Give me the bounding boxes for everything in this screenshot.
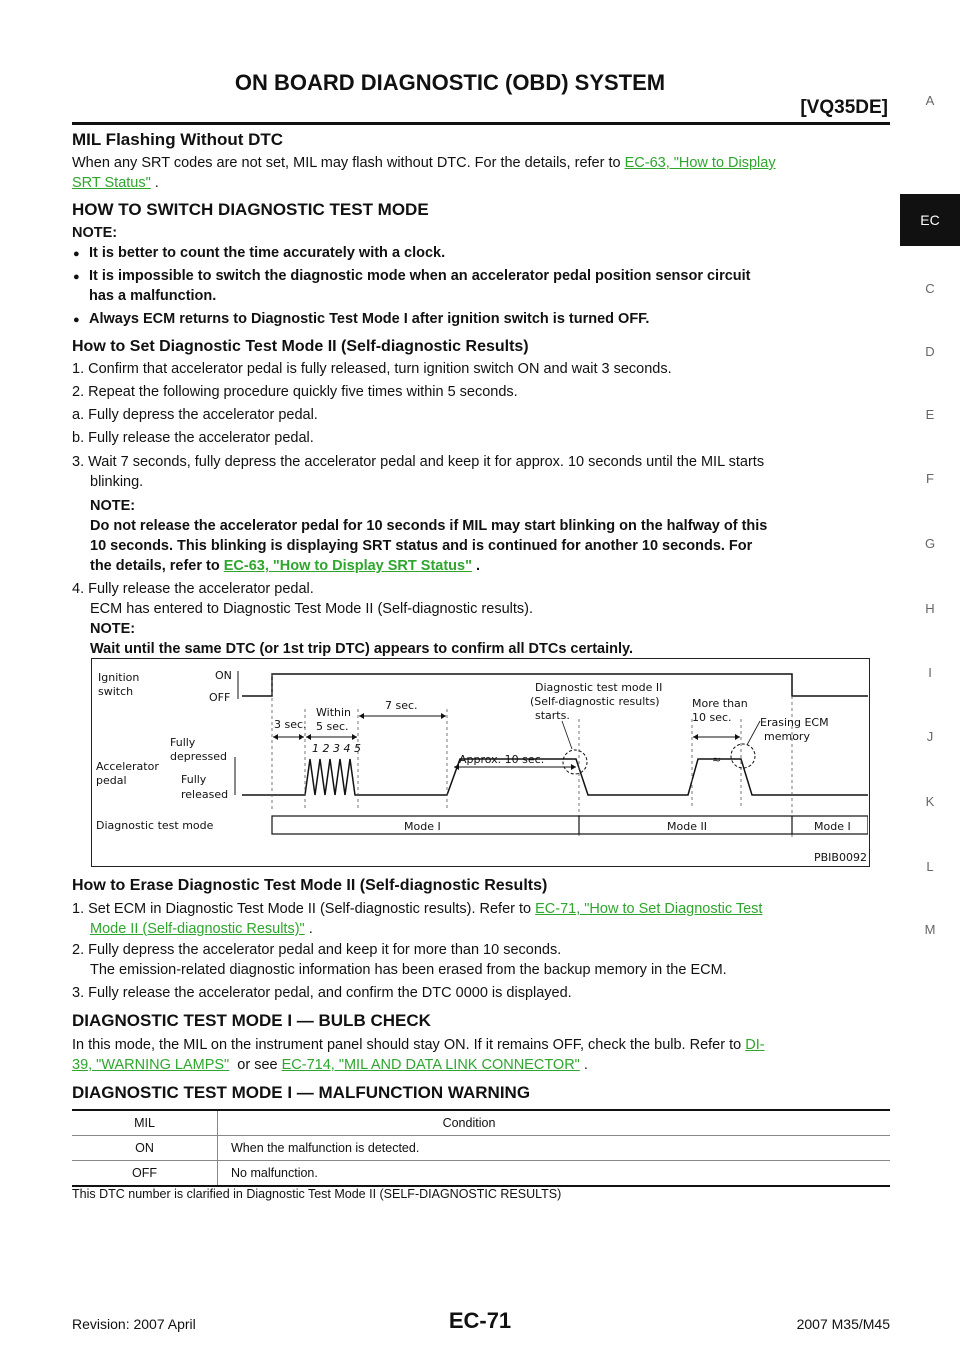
section-index-sidebar [900, 0, 960, 1358]
figure-code: PBIB0092E [814, 851, 868, 864]
label-memory: memory [764, 730, 810, 743]
link-di39-a[interactable]: DI- [745, 1037, 765, 1053]
note1-line1: Do not release the accelerator pedal for 10 seconds if MIL may start blinking on the halfway of this [90, 518, 768, 534]
label-pedal: pedal [96, 774, 127, 787]
bulb-check-mid: or see [229, 1057, 282, 1073]
set-step-3: 3. Wait 7 seconds, fully depress the accelerator pedal and keep it for approx. 10 seconds until the MIL starts [72, 454, 765, 470]
note2-text: Wait until the same DTC (or 1st trip DTC) appears to confirm all DTCs certainly. [90, 641, 634, 657]
label-starts: starts. [535, 709, 570, 722]
set-step-4: 4. Fully release the accelerator pedal. [72, 581, 314, 597]
set-step-b: b. Fully release the accelerator pedal. [72, 430, 314, 446]
punctuation: . [150, 175, 159, 191]
section-tab-c[interactable]: C [925, 281, 935, 296]
page-header-title: ON BOARD DIAGNOSTIC (OBD) SYSTEM [234, 70, 666, 95]
footer-revision: Revision: 2007 April [72, 1316, 196, 1332]
label-3-sec: 3 sec. [274, 718, 307, 731]
header-divider [72, 122, 890, 125]
note1-line2: 10 seconds. This blinking is displaying SRT status and is continued for another 10 seconds. For [90, 538, 753, 554]
note-bullet-always-ecm: ● Always ECM returns to Diagnostic Test Mode I after ignition switch is turned OFF. [89, 309, 649, 329]
heading-set-mode-ii: How to Set Diagnostic Test Mode II (Self-diagnostic Results) [72, 338, 529, 355]
table-cell-condition: When the malfunction is detected. [218, 1136, 891, 1161]
timing-diagram [91, 658, 870, 867]
table-footnote: This DTC number is clarified in Diagnostic Test Mode II (SELF-DIAGNOSTIC RESULTS) [72, 1187, 562, 1201]
label-on: ON [215, 669, 232, 682]
note-bullet-impossible-cont: has a malfunction. [89, 288, 217, 304]
label-more-than: More than [692, 697, 748, 710]
heading-malfunction-warning: DIAGNOSTIC TEST MODE I — MALFUNCTION WARNING [72, 1083, 531, 1102]
table-cell-mil: OFF [72, 1161, 218, 1187]
note-bullet-impossible: ● It is impossible to switch the diagnostic mode when an accelerator pedal position sensor circuit [89, 266, 751, 286]
section-tab-k[interactable]: K [925, 794, 935, 809]
punctuation: . [471, 558, 481, 574]
label-count-1-5: 1 2 3 4 5 [312, 742, 361, 755]
mode-i-segment-1: Mode I [404, 820, 441, 833]
link-ec71-how-to-set[interactable]: EC-71, "How to Set Diagnostic Test [535, 901, 763, 917]
erase-step-2-cont: The emission-related diagnostic information has been erased from the backup memory in the ECM. [90, 962, 727, 978]
note-label: NOTE: [72, 225, 118, 241]
label-switch: switch [98, 685, 134, 698]
set-step-4-cont: ECM has entered to Diagnostic Test Mode II (Self-diagnostic results). [90, 601, 533, 617]
table-cell-mil: ON [72, 1136, 218, 1161]
section-tab-e[interactable]: E [925, 407, 935, 422]
link-ec63-srt-status[interactable]: SRT Status" [72, 175, 151, 191]
punctuation: . [304, 921, 313, 937]
timing-diagram-svg [92, 659, 868, 865]
label-diagnostic-test-mode: Diagnostic test mode [96, 819, 214, 832]
link-ec63-how-to-display-srt[interactable]: EC-63, "How to Display [624, 155, 776, 171]
note1-line3 [90, 556, 480, 576]
engine-model-label: [VQ35DE] [800, 97, 888, 118]
label-off: OFF [209, 691, 231, 704]
heading-bulb-check: DIAGNOSTIC TEST MODE I — BULB CHECK [72, 1011, 431, 1030]
mil-flashing-paragraph [72, 153, 890, 173]
section-tab-j[interactable]: J [926, 729, 934, 744]
bulb-check-paragraph-line2 [72, 1055, 588, 1075]
section-tab-m[interactable]: M [924, 922, 936, 937]
set-step-1: 1. Confirm that accelerator pedal is fully released, turn ignition switch ON and wait 3 seconds. [72, 361, 672, 377]
label-depressed: depressed [170, 750, 227, 763]
mode-ii-segment: Mode II [667, 820, 707, 833]
set-step-a: a. Fully depress the accelerator pedal. [72, 407, 318, 423]
erase-step-2: 2. Fully depress the accelerator pedal and keep it for more than 10 seconds. [72, 942, 562, 958]
table-cell-condition: No malfunction. [218, 1161, 891, 1187]
label-released: released [181, 788, 229, 801]
section-tab-ec-active[interactable]: EC [900, 194, 960, 246]
table-header-row [72, 1110, 890, 1136]
set-step-2: 2. Repeat the following procedure quickly five times within 5 seconds. [72, 384, 518, 400]
link-ec71-self-diag-results[interactable]: Mode II (Self-diagnostic Results)" [90, 921, 305, 937]
erase-step-1-text: 1. Set ECM in Diagnostic Test Mode II (Self-diagnostic results). Refer to [72, 901, 536, 917]
section-tab-a[interactable]: A [925, 93, 935, 108]
heading-erase-mode-ii: How to Erase Diagnostic Test Mode II (Self-diagnostic Results) [72, 877, 548, 894]
mil-flashing-text: When any SRT codes are not set, MIL may flash without DTC. For the details, refer to [72, 155, 625, 171]
note1-label: NOTE: [90, 498, 136, 514]
bulb-check-paragraph [72, 1035, 890, 1055]
label-5-sec: 5 sec. [316, 720, 349, 733]
mil-flashing-paragraph-line2 [72, 173, 159, 193]
punctuation: . [579, 1057, 588, 1073]
footer-model: 2007 M35/M45 [796, 1316, 890, 1332]
erase-step-1-cont [90, 919, 313, 939]
table-header-mil: MIL [72, 1110, 218, 1136]
erase-step-3: 3. Fully release the accelerator pedal, and confirm the DTC 0000 is displayed. [72, 985, 572, 1001]
mode-i-segment-2: Mode I [814, 820, 851, 833]
label-within: Within [316, 706, 352, 719]
section-tab-i[interactable]: I [928, 665, 932, 680]
heading-mil-flashing: MIL Flashing Without DTC [72, 130, 284, 149]
label-fully: Fully [170, 736, 196, 749]
note1-line3-text: the details, refer to [90, 558, 224, 574]
label-accelerator: Accelerator [96, 760, 159, 773]
table-header-condition: Condition [218, 1110, 891, 1136]
label-fully-2: Fully [181, 773, 207, 786]
break-mark: ≈ [712, 753, 722, 766]
section-tab-g[interactable]: G [924, 536, 936, 551]
set-step-3-cont: blinking. [90, 474, 144, 490]
label-approx-10-sec: Approx. 10 sec. [459, 753, 545, 766]
label-erasing-ecm: Erasing ECM [760, 716, 829, 729]
heading-switch-diagnostic-mode: HOW TO SWITCH DIAGNOSTIC TEST MODE [72, 200, 429, 219]
section-tab-d[interactable]: D [925, 344, 935, 359]
mil-condition-table [72, 1109, 890, 1187]
label-self-diag-results: (Self-diagnostic results) [530, 695, 660, 708]
table-row [72, 1161, 890, 1187]
note-bullet-clock: ● It is better to count the time accurately with a clock. [89, 243, 445, 263]
link-ec63-how-to-display-srt-status[interactable]: EC-63, "How to Display SRT Status" [223, 558, 472, 574]
label-7-sec: 7 sec. [385, 699, 418, 712]
footer-page-number: EC-71 [448, 1308, 512, 1333]
erase-step-1 [72, 899, 762, 919]
note2-label: NOTE: [90, 621, 136, 637]
section-tab-h[interactable]: H [925, 601, 935, 616]
link-di39-warning-lamps[interactable]: 39, "WARNING LAMPS" [72, 1057, 230, 1073]
section-tab-l[interactable]: L [926, 859, 934, 874]
bulb-check-text: In this mode, the MIL on the instrument panel should stay ON. If it remains OFF, check the bulb. Refer to [72, 1037, 746, 1053]
section-tab-f[interactable]: F [926, 471, 934, 486]
label-diag-mode-ii: Diagnostic test mode II [535, 681, 663, 694]
table-row [72, 1136, 890, 1161]
label-10-sec: 10 sec. [692, 711, 732, 724]
label-ignition: Ignition [98, 671, 140, 684]
link-ec714-mil-connector[interactable]: EC-714, "MIL AND DATA LINK CONNECTOR" [281, 1057, 580, 1073]
